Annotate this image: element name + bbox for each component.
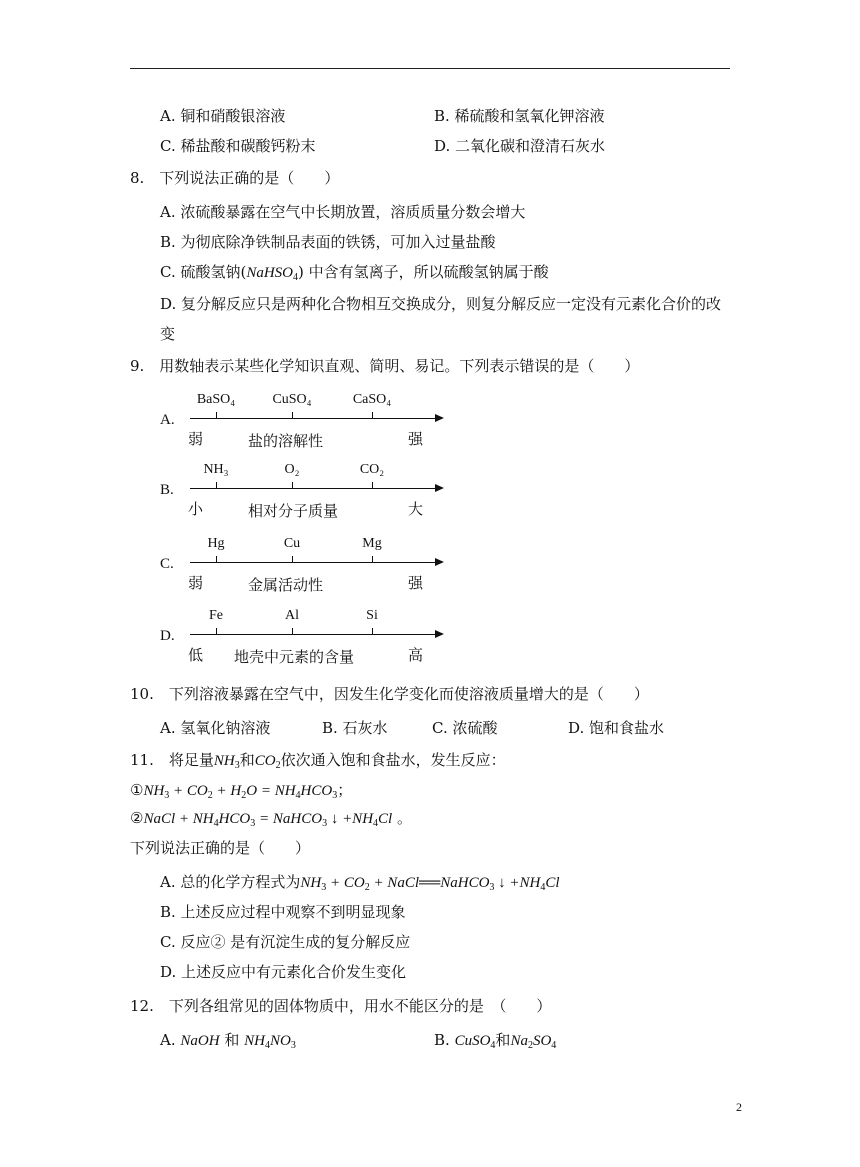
axis-tick bbox=[216, 412, 217, 418]
axis-tick bbox=[292, 556, 293, 562]
q10-option-b[interactable]: B. 石灰水 bbox=[322, 719, 388, 737]
axis-tick bbox=[372, 628, 373, 634]
axis-left-label: 弱 bbox=[188, 574, 204, 592]
q10-stem: 10. 下列溶液暴露在空气中，因发生化学变化而使溶液质量增大的是（ ） bbox=[130, 685, 649, 703]
axis-line bbox=[190, 562, 436, 563]
tick-label: NH₃ bbox=[203, 462, 229, 477]
circled-1: ① bbox=[130, 781, 144, 799]
axis-tick bbox=[372, 412, 373, 418]
q8-c-paren-open: ( bbox=[240, 263, 247, 281]
axis-tick bbox=[216, 482, 217, 488]
axis-right-label: 强 bbox=[408, 430, 424, 448]
q11-option-d[interactable]: D. 上述反应中有元素化合价发生变化 bbox=[160, 963, 407, 981]
eq2-formula: NaCl + $NH_4HCO_3$ = NaHCO$_3$ ↓ $+NH_4Cl$ bbox=[143, 811, 393, 829]
tick-label: CO₂ bbox=[359, 462, 385, 477]
q9-stem: 9. 用数轴表示某些化学知识直观、简明、易记。下列表示错误的是（ ） bbox=[130, 357, 640, 375]
tick-label: BaSO₄ bbox=[196, 392, 236, 407]
axis-tick bbox=[372, 482, 373, 488]
formula-sub: 4 bbox=[293, 272, 299, 283]
q9-option-letter[interactable]: B. bbox=[160, 482, 174, 498]
q12-option-a[interactable] bbox=[160, 1030, 296, 1051]
axis-left-label: 弱 bbox=[188, 430, 204, 448]
formula-co2 bbox=[255, 753, 281, 769]
q11-stem-mid: 和 bbox=[239, 751, 255, 769]
arrow-right-icon bbox=[435, 630, 444, 638]
eq1-semicolon: ； bbox=[337, 781, 353, 799]
axis-line bbox=[190, 488, 436, 489]
q9-option-letter[interactable]: D. bbox=[160, 628, 175, 644]
q8-c-text: C. 硫酸氢钠 bbox=[160, 263, 241, 281]
header-rule bbox=[130, 68, 730, 69]
axis-title: 地壳中元素的含量 bbox=[234, 648, 355, 666]
tick-label: Hg bbox=[207, 536, 225, 551]
q8-stem: 8. 下列说法正确的是（ ） bbox=[130, 169, 340, 187]
axis-tick bbox=[292, 482, 293, 488]
q12-a-formula-1: NaOH bbox=[180, 1033, 220, 1049]
tick-label: Fe bbox=[209, 608, 223, 623]
tick-label: Si bbox=[366, 608, 378, 623]
formula-nh3-sub: 3 bbox=[234, 760, 240, 771]
axis-left-label: 低 bbox=[188, 646, 204, 664]
q11-option-a[interactable] bbox=[160, 872, 560, 893]
q11-equation-1 bbox=[130, 780, 352, 801]
q8-option-d[interactable]: D. 复分解反应只是两种化合物相互交换成分，则复分解反应一定没有元素化合价的改 bbox=[160, 295, 722, 313]
q12-option-b[interactable] bbox=[434, 1030, 556, 1051]
axis-right-label: 强 bbox=[408, 574, 424, 592]
axis-right-label: 大 bbox=[408, 500, 424, 518]
q12-b-and: 和 bbox=[495, 1031, 511, 1049]
q9-option-letter[interactable]: C. bbox=[160, 556, 174, 572]
q12-b-formula-1: CuSO$_4$ bbox=[454, 1033, 496, 1051]
q12-a-formula-2: $NH_4NO_3$ bbox=[244, 1033, 296, 1051]
axis-tick bbox=[216, 628, 217, 634]
formula-co2-main: CO bbox=[254, 753, 276, 769]
q12-b-letter: B. bbox=[434, 1031, 450, 1049]
q8-option-d-cont: 变 bbox=[160, 325, 176, 343]
q8-option-a[interactable]: A. 浓硫酸暴露在空气中长期放置，溶质质量分数会增大 bbox=[160, 203, 526, 221]
axis-line bbox=[190, 418, 436, 419]
q11-stem-pre: 11. 将足量 bbox=[130, 751, 214, 769]
q11-stem bbox=[130, 750, 506, 771]
number-line bbox=[186, 392, 446, 462]
tick-label: Cu bbox=[283, 536, 301, 551]
q12-a-and: 和 bbox=[224, 1031, 240, 1049]
arrow-right-icon bbox=[435, 414, 444, 422]
q7-option-d[interactable]: D. 二氧化碳和澄清石灰水 bbox=[434, 137, 606, 155]
axis-left-label: 小 bbox=[188, 500, 204, 518]
q11-sub-question: 下列说法正确的是（ ） bbox=[130, 839, 311, 857]
q8-option-b[interactable]: B. 为彻底除净铁制品表面的铁锈，可加入过量盐酸 bbox=[160, 233, 496, 251]
q11-a-formula: $NH_3 + CO_2$ + NaCl══NaHCO$_3$ ↓ $+NH_4Cl$ bbox=[300, 875, 560, 893]
q7-option-a[interactable]: A. 铜和硝酸银溶液 bbox=[160, 107, 286, 125]
arrow-right-icon bbox=[435, 558, 444, 566]
q10-option-d[interactable]: D. 饱和食盐水 bbox=[568, 719, 665, 737]
q7-option-c[interactable]: C. 稀盐酸和碳酸钙粉末 bbox=[160, 137, 316, 155]
q11-option-c[interactable]: C. 反应② 是有沉淀生成的复分解反应 bbox=[160, 933, 411, 951]
q9-option-letter[interactable]: A. bbox=[160, 412, 175, 428]
number-line bbox=[186, 608, 446, 678]
tick-label: O₂ bbox=[284, 462, 300, 477]
axis-line bbox=[190, 634, 436, 635]
tick-label: CaSO₄ bbox=[352, 392, 392, 407]
q8-c-text-post: 中含有氢离子，所以硫酸氢钠属于酸 bbox=[303, 263, 549, 281]
q10-option-c[interactable]: C. 浓硫酸 bbox=[432, 719, 498, 737]
axis-title: 盐的溶解性 bbox=[248, 432, 324, 450]
q11-option-b[interactable]: B. 上述反应过程中观察不到明显现象 bbox=[160, 903, 406, 921]
q12-b-formula-2: $Na_2SO_4$ bbox=[510, 1033, 557, 1051]
q11-stem-post: 依次通入饱和食盐水，发生反应： bbox=[280, 751, 506, 769]
q12-a-letter: A. bbox=[160, 1031, 176, 1049]
formula-co2-sub: 2 bbox=[275, 760, 281, 771]
tick-label: Mg bbox=[362, 536, 382, 551]
arrow-right-icon bbox=[435, 484, 444, 492]
q7-option-b[interactable]: B. 稀硫酸和氢氧化钾溶液 bbox=[434, 107, 605, 125]
q12-stem: 12. 下列各组常见的固体物质中，用水不能区分的是 （ ） bbox=[130, 997, 552, 1015]
q11-equation-2 bbox=[130, 808, 412, 829]
q8-c-paren-close: ) bbox=[298, 263, 304, 281]
number-line bbox=[186, 462, 446, 532]
axis-tick bbox=[292, 412, 293, 418]
axis-title: 相对分子质量 bbox=[248, 502, 339, 520]
q8-option-c[interactable] bbox=[160, 262, 549, 283]
axis-right-label: 高 bbox=[408, 646, 424, 664]
axis-tick bbox=[292, 628, 293, 634]
circled-2: ② bbox=[130, 809, 144, 827]
q8-c-formula bbox=[246, 265, 298, 281]
page-number: 2 bbox=[736, 1100, 742, 1114]
axis-title: 金属活动性 bbox=[248, 576, 324, 594]
formula-nh3-main: NH bbox=[213, 753, 235, 769]
formula-main: NaHSO bbox=[246, 265, 294, 281]
tick-label: CuSO₄ bbox=[272, 392, 312, 407]
axis-tick bbox=[216, 556, 217, 562]
eq1-formula: $NH_3 + CO_2 + H_2O = NH_4HCO_3$ bbox=[143, 783, 338, 801]
axis-tick bbox=[372, 556, 373, 562]
formula-nh3 bbox=[214, 753, 240, 769]
q11-a-text: A. 总的化学方程式为 bbox=[160, 873, 301, 891]
eq2-period: 。 bbox=[392, 809, 412, 827]
q10-option-a[interactable]: A. 氢氧化钠溶液 bbox=[160, 719, 271, 737]
number-line bbox=[186, 536, 446, 606]
tick-label: Al bbox=[285, 608, 299, 623]
